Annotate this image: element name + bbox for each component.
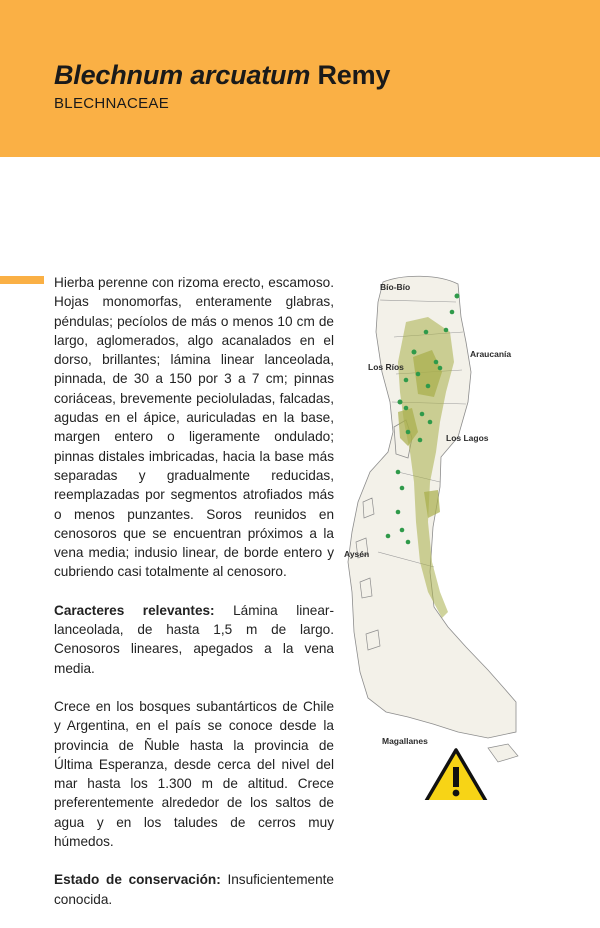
map-label-araucania: Araucanía — [470, 349, 512, 359]
description-paragraph: Hierba perenne con rizoma erecto, escamoso. Hojas monomorfas, enteramente glabras, péndulas; pecíolos de más o menos 10 cm de largo, aglomerados, algo acanalados en el dorso, brillantes; lámina linear lanceolada, pinnada, de 30 a 150 por 3 a 7 cm; pinnas coriáceas, brevemente pecioluladas, falcadas, agudas en el ápice, auriculadas en la base, margen entero o ligeramente ondulado; pinnas distales imbricadas, hacia la base más separadas y gradualmente reducidas, reemplazadas por segmentos atrofiados más o menos punzantes. Soros reunidos en cenosoros que se encuentran próximos a la vena media; indusio linear, de borde entero y cubriendo casi totalmente al cenosoro. — [54, 275, 334, 580]
conservation-status-text: Insuficientemente conocida. — [54, 872, 334, 907]
warning-icon — [422, 750, 490, 800]
description-column — [54, 273, 334, 928]
map-label-losrios: Los Ríos — [368, 362, 404, 372]
conservation-status-paragraph — [54, 870, 334, 909]
side-tab-marker — [0, 276, 44, 284]
species-title — [54, 60, 390, 91]
family-name: BLECHNACEAE — [54, 95, 170, 112]
species-name: Blechnum arcuatum — [54, 60, 311, 90]
relevant-characters-text: Lámina linear-lanceolada, de hasta 1,5 m de largo. Cenosoros lineares, apegados a la vena media. — [54, 602, 334, 676]
distribution-map — [338, 262, 600, 800]
distribution-paragraph: Crece en los bosques subantárticos de Chile y Argentina, en el país se conoce desde la provincia de Ñuble hasta la provincia de Última Esperanza, desde cerca del nivel del mar hasta los 1.300 m de altitud. Crece preferentemente alrededor de los saltos de agua y en los taludes de cerros muy húmedos. — [54, 698, 334, 850]
species-author: Remy — [317, 60, 391, 90]
distribution-map-svg — [338, 262, 600, 800]
map-label-biobio: Bío-Bío — [380, 282, 411, 292]
conservation-status-label: Estado de conservación: — [54, 872, 221, 888]
map-label-magallanes: Magallanes — [382, 736, 428, 746]
relevant-characters-paragraph — [54, 601, 334, 678]
map-label-aysen: Aysén — [344, 549, 370, 559]
relevant-characters-label: Caracteres relevantes: — [54, 602, 215, 618]
map-label-loslagos: Los Lagos — [446, 433, 489, 443]
